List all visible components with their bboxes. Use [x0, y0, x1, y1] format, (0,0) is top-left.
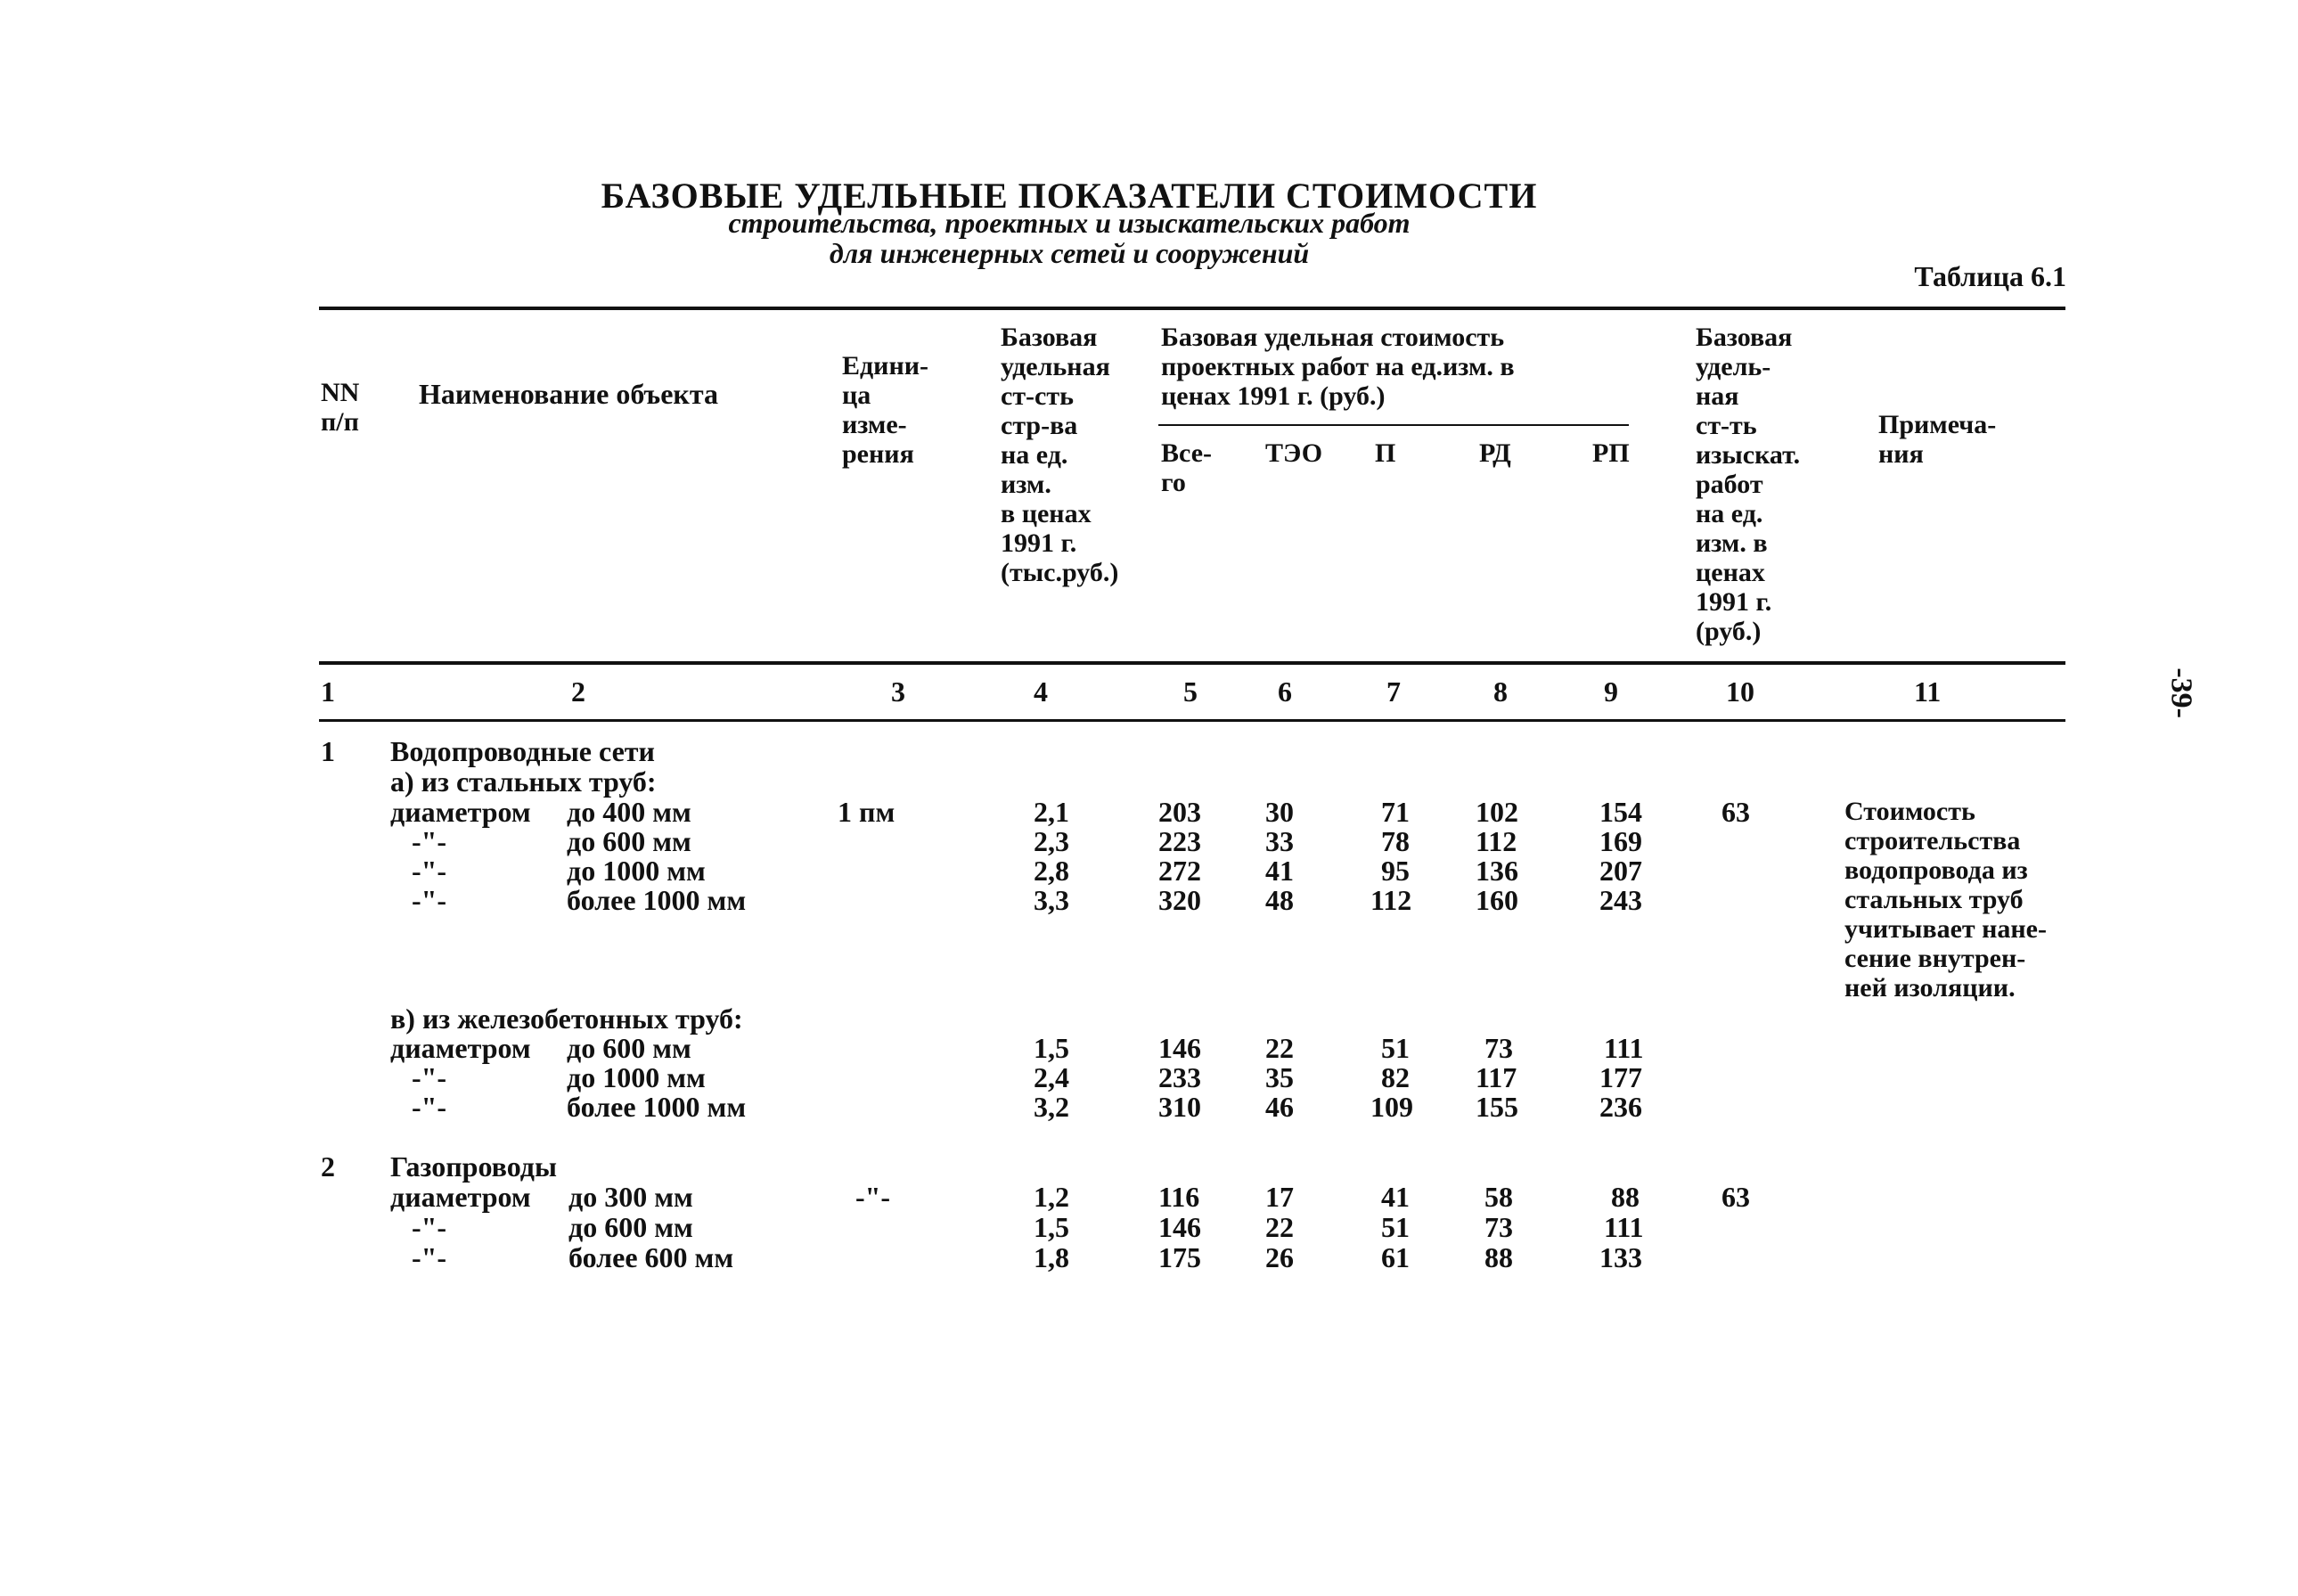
- row-prefix: -"-: [412, 1061, 447, 1093]
- row-c5: 223: [1158, 825, 1201, 857]
- row-c4: 3,2: [1034, 1091, 1069, 1123]
- row-c9: 177: [1599, 1061, 1642, 1093]
- section-1-number: 1: [321, 735, 335, 767]
- row-c8: 102: [1476, 796, 1518, 828]
- row-prefix: -"-: [412, 884, 447, 916]
- row-c8: 88: [1484, 1241, 1513, 1273]
- row-label: до 600 мм: [567, 825, 691, 857]
- row-c9: 154: [1599, 796, 1642, 828]
- col-number-9: 9: [1604, 675, 1618, 708]
- row-label: до 1000 мм: [567, 1061, 706, 1093]
- row-c4: 2,3: [1034, 825, 1069, 857]
- section-2-title: Газопроводы: [390, 1150, 557, 1183]
- row-prefix: -"-: [412, 1091, 447, 1123]
- row-c5: 175: [1158, 1241, 1201, 1273]
- column-number-rule: [319, 719, 2065, 722]
- document-title: БАЗОВЫЕ УДЕЛЬНЫЕ ПОКАЗАТЕЛИ СТОИМОСТИ: [601, 176, 1538, 216]
- section-2-izysk-cost: 63: [1721, 1181, 1750, 1213]
- header-col-11: Примеча- ния: [1878, 410, 1997, 469]
- document-subtitle-1: строительства, проектных и изыскательских работ: [728, 207, 1411, 239]
- row-c5: 116: [1158, 1181, 1200, 1213]
- header-col-1: NN п/п: [321, 378, 360, 437]
- row-c7: 71: [1381, 796, 1410, 828]
- row-c8: 155: [1476, 1091, 1518, 1123]
- row-c4: 2,4: [1034, 1061, 1069, 1093]
- header-col-9: РП: [1592, 438, 1630, 468]
- table-number: Таблица 6.1: [1914, 260, 2066, 292]
- row-c4: 1,5: [1034, 1032, 1069, 1064]
- col-number-2: 2: [571, 675, 585, 708]
- row-label: до 300 мм: [568, 1181, 693, 1213]
- row-c7: 112: [1370, 884, 1412, 916]
- header-col-5: Все- го: [1161, 438, 1212, 497]
- header-col-3: Едини- ца изме- рения: [842, 351, 929, 469]
- row-c7: 109: [1370, 1091, 1413, 1123]
- design-cost-subheader-rule: [1158, 424, 1629, 426]
- header-col-6: ТЭО: [1265, 438, 1323, 468]
- row-c6: 22: [1265, 1211, 1294, 1243]
- row-c7: 61: [1381, 1241, 1410, 1273]
- row-label: до 1000 мм: [567, 855, 706, 887]
- row-c5: 203: [1158, 796, 1201, 828]
- row-c9: 133: [1599, 1241, 1642, 1273]
- table-top-rule: [319, 307, 2065, 310]
- row-c6: 35: [1265, 1061, 1294, 1093]
- row-c5: 320: [1158, 884, 1201, 916]
- row-c4: 1,5: [1034, 1211, 1069, 1243]
- row-prefix: -"-: [412, 825, 447, 857]
- row-c6: 30: [1265, 796, 1294, 828]
- row-prefix: диаметром: [390, 796, 531, 828]
- row-c9: 111: [1604, 1032, 1644, 1064]
- row-prefix: -"-: [412, 1241, 447, 1273]
- row-c6: 48: [1265, 884, 1294, 916]
- row-c4: 1,8: [1034, 1241, 1069, 1273]
- header-col-2: Наименование объекта: [419, 378, 718, 410]
- row-c5: 310: [1158, 1091, 1201, 1123]
- row-c6: 17: [1265, 1181, 1294, 1213]
- row-c6: 33: [1265, 825, 1294, 857]
- row-prefix: диаметром: [390, 1032, 531, 1064]
- row-c9: 111: [1604, 1211, 1644, 1243]
- row-c7: 41: [1381, 1181, 1410, 1213]
- row-c8: 112: [1476, 825, 1517, 857]
- row-label: более 1000 мм: [567, 884, 747, 916]
- col-number-3: 3: [891, 675, 905, 708]
- row-c4: 1,2: [1034, 1181, 1069, 1213]
- section-1-izysk-cost: 63: [1721, 796, 1750, 828]
- section-1-title: Водопроводные сети: [390, 735, 655, 767]
- row-c8: 73: [1484, 1032, 1513, 1064]
- row-prefix: диаметром: [390, 1181, 531, 1213]
- col-number-6: 6: [1278, 675, 1292, 708]
- header-design-cost-group: Базовая удельная стоимость проектных работ на ед.изм. в ценах 1991 г. (руб.): [1161, 323, 1515, 411]
- row-label: более 1000 мм: [567, 1091, 747, 1123]
- row-c9: 207: [1599, 855, 1642, 887]
- section-1-subgroup-a: а) из стальных труб:: [390, 765, 657, 798]
- row-c4: 2,1: [1034, 796, 1069, 828]
- section-1-unit: 1 пм: [838, 796, 895, 828]
- col-number-5: 5: [1183, 675, 1198, 708]
- col-number-4: 4: [1034, 675, 1048, 708]
- section-2-unit: -"-: [855, 1181, 891, 1213]
- row-c6: 41: [1265, 855, 1294, 887]
- row-c7: 78: [1381, 825, 1410, 857]
- row-c8: 160: [1476, 884, 1518, 916]
- header-col-4: Базовая удельная ст-сть стр-ва на ед. изм. в ценах 1991 г. (тыс.руб.): [1001, 323, 1119, 587]
- row-c8: 136: [1476, 855, 1518, 887]
- page-number: -39-: [2165, 667, 2198, 718]
- header-col-10: Базовая удель- ная ст-ть изыскат. работ на ед. изм. в ценах 1991 г. (руб.): [1696, 323, 1801, 646]
- row-c6: 22: [1265, 1032, 1294, 1064]
- row-label: до 600 мм: [568, 1211, 693, 1243]
- row-c9: 236: [1599, 1091, 1642, 1123]
- row-c5: 272: [1158, 855, 1201, 887]
- row-c7: 82: [1381, 1061, 1410, 1093]
- col-number-1: 1: [321, 675, 335, 708]
- section-1-subgroup-b: в) из железобетонных труб:: [390, 1003, 743, 1035]
- row-c5: 146: [1158, 1032, 1201, 1064]
- row-prefix: -"-: [412, 1211, 447, 1243]
- section-1-note: Стоимость строительства водопровода из стальных труб учитывает нане- сение внутрен- ней изоляции.: [1844, 797, 2047, 1003]
- row-label: до 600 мм: [567, 1032, 691, 1064]
- row-c5: 146: [1158, 1211, 1201, 1243]
- row-c8: 117: [1476, 1061, 1517, 1093]
- section-2-number: 2: [321, 1150, 335, 1183]
- row-c8: 73: [1484, 1211, 1513, 1243]
- row-c6: 46: [1265, 1091, 1294, 1123]
- row-label: до 400 мм: [567, 796, 691, 828]
- row-c5: 233: [1158, 1061, 1201, 1093]
- row-c9: 169: [1599, 825, 1642, 857]
- row-c9: 243: [1599, 884, 1642, 916]
- row-prefix: -"-: [412, 855, 447, 887]
- row-c7: 51: [1381, 1032, 1410, 1064]
- row-label: более 600 мм: [568, 1241, 734, 1273]
- header-col-7: П: [1375, 438, 1396, 468]
- col-number-7: 7: [1386, 675, 1401, 708]
- row-c6: 26: [1265, 1241, 1294, 1273]
- row-c8: 58: [1484, 1181, 1513, 1213]
- row-c4: 2,8: [1034, 855, 1069, 887]
- row-c7: 51: [1381, 1211, 1410, 1243]
- document-subtitle-2: для инженерных сетей и сооружений: [829, 237, 1310, 269]
- col-number-11: 11: [1914, 675, 1942, 708]
- row-c7: 95: [1381, 855, 1410, 887]
- table-header-bottom-rule: [319, 661, 2065, 665]
- header-col-8: РД: [1479, 438, 1511, 468]
- col-number-8: 8: [1493, 675, 1508, 708]
- col-number-10: 10: [1726, 675, 1754, 708]
- row-c4: 3,3: [1034, 884, 1069, 916]
- row-c9: 88: [1611, 1181, 1640, 1213]
